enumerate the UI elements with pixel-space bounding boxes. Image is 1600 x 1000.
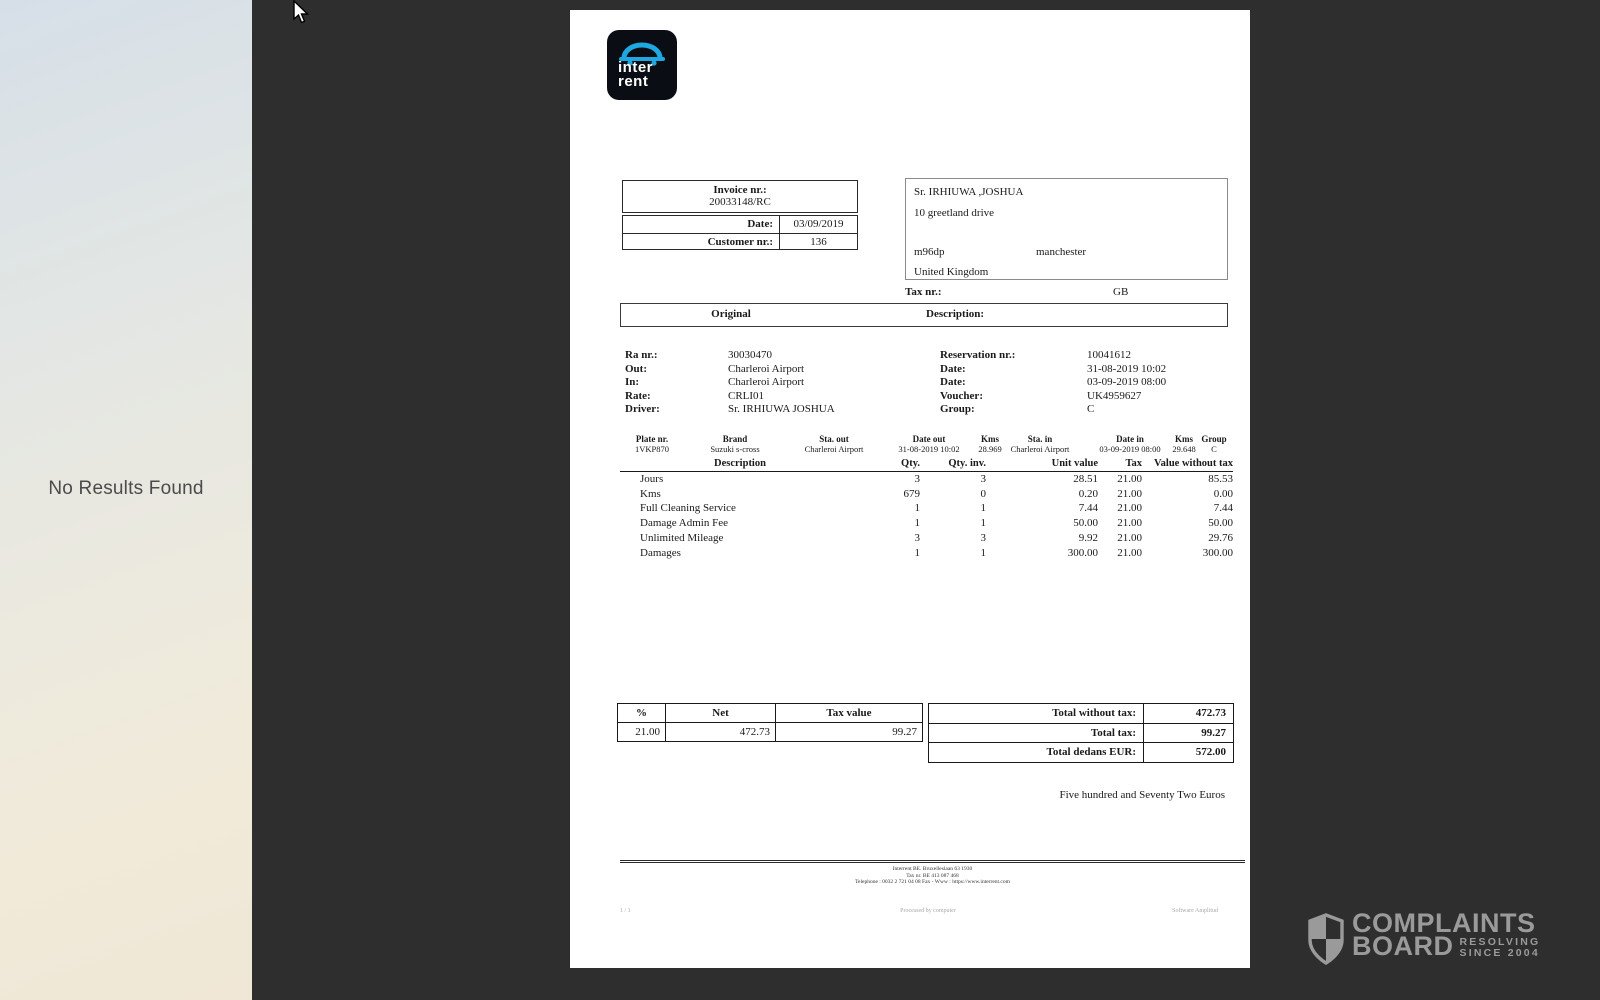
results-panel xyxy=(0,0,252,1000)
col-tax: Tax xyxy=(1098,458,1142,472)
description-label: Description: xyxy=(926,308,985,320)
tax-summary-table xyxy=(617,703,923,742)
items-header-row xyxy=(620,458,1233,472)
reservation-number: 10041612 xyxy=(1087,349,1131,361)
rental-details-right: Reservation nr.: 10041612 Date: 31-08-2019 10:02 Date: 03-09-2019 08:00 Voucher: UK4959627 Group: C xyxy=(940,349,1167,416)
shield-icon xyxy=(1306,912,1346,973)
rate-code: CRLI01 xyxy=(728,389,765,402)
date-out-value: 31-08-2019 10:02 xyxy=(1087,362,1167,375)
company-footer: Interrent BE. Bruxelleslaan 63 1930 Tax nr. BE 413 087 468 Telephone : 0032 2 721 04 08 Fax - Www : https://www.interrent.com xyxy=(855,866,1010,885)
original-label: Original xyxy=(711,308,751,320)
ra-number: 30030470 xyxy=(728,349,772,361)
voucher-number: UK4959627 xyxy=(1087,389,1142,402)
item-row: Unlimited Mileage 3 3 9.92 21.00 29.76 xyxy=(640,531,1233,544)
complaintsboard-watermark xyxy=(1306,908,1541,973)
col-description: Description xyxy=(620,458,860,472)
group-code: C xyxy=(1087,403,1095,416)
date-value: 03/09/2019 xyxy=(793,218,844,230)
item-row: Jours 3 3 28.51 21.00 85.53 xyxy=(640,473,1233,485)
tax-number-label: Tax nr.: xyxy=(905,286,942,298)
footer-divider xyxy=(620,860,1245,863)
tax-number-value: GB xyxy=(1113,286,1129,298)
totals-table xyxy=(928,703,1234,763)
logo-wordmark: inter rent xyxy=(618,59,654,90)
date-in-value: 03-09-2019 08:00 xyxy=(1087,376,1167,389)
watermark-text: COMPLAINTS BOARD RESOLVING SINCE 2004 xyxy=(1352,908,1541,961)
item-row: Kms 679 0 0.20 21.00 0.00 xyxy=(640,487,1233,500)
total-due-label: Total dedans EUR: xyxy=(929,743,1144,763)
total-due-value: 572.00 xyxy=(1144,743,1234,763)
col-qty: Qty. xyxy=(860,458,920,472)
total-tax-value: 99.27 xyxy=(1144,723,1234,743)
customer-number-value: 136 xyxy=(810,236,827,248)
total-without-tax-value: 472.73 xyxy=(1144,704,1234,724)
customer-name: Sr. IRHIUWA ,JOSHUA xyxy=(914,186,1024,198)
total-without-tax-label: Total without tax: xyxy=(929,704,1144,724)
vehicle-col-date-out: Date out 31-08-2019 10:02 xyxy=(898,434,960,454)
invoice-page[interactable] xyxy=(570,10,1250,968)
vehicle-col-kms-out: Kms 28.969 xyxy=(978,434,1002,454)
col-value-without-tax: Value without tax xyxy=(1142,458,1233,472)
customer-street: 10 greetland drive xyxy=(914,207,995,219)
document-type-bar xyxy=(620,303,1228,327)
tax-value-header: Tax value xyxy=(776,704,923,723)
no-results-message: No Results Found xyxy=(48,478,204,499)
station-in: Charleroi Airport xyxy=(728,376,805,389)
total-tax-label: Total tax: xyxy=(929,723,1144,743)
vehicle-col-group: Group C xyxy=(1201,434,1227,454)
tax-pct-value: 21.00 xyxy=(618,723,666,742)
interrent-logo xyxy=(607,30,677,100)
mouse-cursor xyxy=(291,0,311,31)
customer-number-label: Customer nr.: xyxy=(623,234,780,250)
invoice-number-label: Invoice nr.: xyxy=(713,184,767,196)
rental-details-left: Ra nr.: 30030470 Out: Charleroi Airport In: Charleroi Airport Rate: CRLI01 Driver: Sr. IRHIUWA JOSHUA xyxy=(625,349,835,416)
amount-in-words: Five hundred and Seventy Two Euros xyxy=(1059,789,1225,801)
processed-note: Processed by computer xyxy=(900,908,956,914)
net-value: 472.73 xyxy=(666,723,776,742)
net-header: Net xyxy=(666,704,776,723)
item-row: Damage Admin Fee 1 1 50.00 21.00 50.00 xyxy=(640,517,1233,530)
page-number: 1 / 1 xyxy=(620,908,631,914)
vehicle-col-brand: Brand Suzuki s-cross xyxy=(710,434,760,454)
customer-address-box xyxy=(905,178,1228,280)
customer-country: United Kingdom xyxy=(914,266,989,278)
customer-city: manchester xyxy=(1036,246,1087,258)
customer-postcode: m96dp xyxy=(914,246,945,258)
vehicle-col-kms-in: Kms 29.648 xyxy=(1172,434,1196,454)
driver-name: Sr. IRHIUWA JOSHUA xyxy=(728,403,835,416)
line-items-table xyxy=(620,458,1233,560)
col-unit-value: Unit value xyxy=(986,458,1098,472)
tax-number-row xyxy=(905,286,1228,298)
vehicle-col-plate: Plate nr. 1VKP870 xyxy=(634,434,670,454)
software-note: Software Amplitud xyxy=(1172,908,1218,914)
vehicle-col-station-out: Sta. out Charleroi Airport xyxy=(804,434,864,454)
vehicle-col-date-in: Date in 03-09-2019 08:00 xyxy=(1099,434,1161,454)
date-label: Date: xyxy=(623,216,780,233)
col-qty-inv: Qty. inv. xyxy=(920,458,986,472)
date-customer-box xyxy=(622,215,858,250)
item-row: Damages 1 1 300.00 21.00 300.00 xyxy=(640,546,1233,559)
item-row: Full Cleaning Service 1 1 7.44 21.00 7.44 xyxy=(640,502,1233,515)
station-out: Charleroi Airport xyxy=(728,362,805,375)
invoice-number-box xyxy=(622,180,858,213)
tax-value-amount: 99.27 xyxy=(776,723,923,742)
invoice-number-value: 20033148/RC xyxy=(709,196,771,208)
tax-pct-header: % xyxy=(618,704,666,723)
vehicle-col-station-in: Sta. in Charleroi Airport xyxy=(1010,434,1070,454)
